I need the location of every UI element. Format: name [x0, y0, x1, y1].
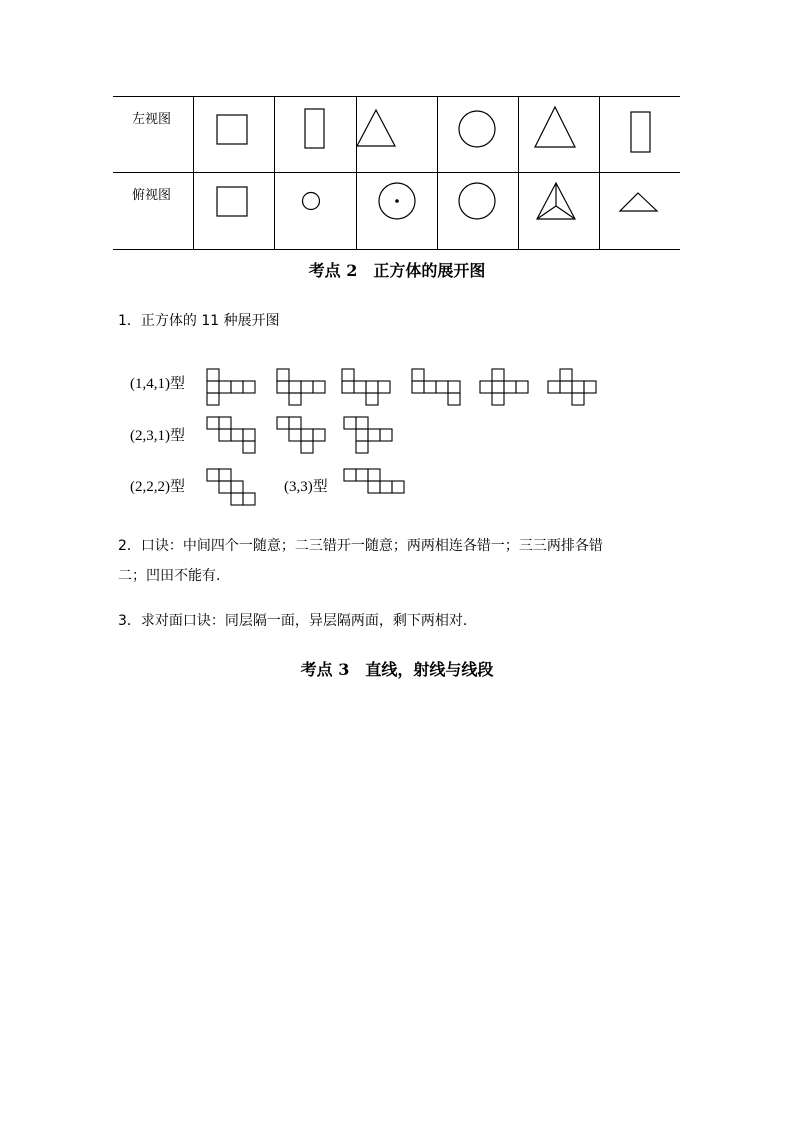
- cube-net: [548, 369, 596, 405]
- cube-net: [207, 417, 255, 453]
- net-type-label: (2,3,1)型: [130, 428, 185, 444]
- cube-net: [277, 417, 325, 453]
- list-item: 1．正方体的 11 种展开图: [118, 313, 280, 329]
- row-label-top-view: 俯视图: [132, 188, 172, 203]
- list-item: 3．求对面口诀：同层隔一面，异层隔两面，剩下两相对．: [118, 613, 477, 629]
- section-heading: 考点 2 正方体的展开图: [308, 261, 486, 280]
- net-type-label: (3,3)型: [284, 479, 328, 495]
- cube-net: [344, 417, 392, 453]
- cube-nets-figure: [0, 0, 794, 560]
- list-item-continuation: 二；凹田不能有．: [118, 568, 230, 584]
- cube-net: [277, 369, 325, 405]
- cube-net: [480, 369, 528, 405]
- cube-net: [344, 469, 404, 493]
- net-type-label: (2,2,2)型: [130, 479, 185, 495]
- cube-net: [342, 369, 390, 405]
- cube-net: [207, 369, 255, 405]
- net-type-label: (1,4,1)型: [130, 376, 185, 392]
- list-item: 2．口诀：中间四个一随意；二三错开一随意；两两相连各错一；三三两排各错: [118, 538, 603, 554]
- row-label-left-view: 左视图: [132, 112, 172, 127]
- cube-net: [207, 469, 255, 505]
- section-heading: 考点 3 直线，射线与线段: [300, 660, 494, 679]
- cube-net: [412, 369, 460, 405]
